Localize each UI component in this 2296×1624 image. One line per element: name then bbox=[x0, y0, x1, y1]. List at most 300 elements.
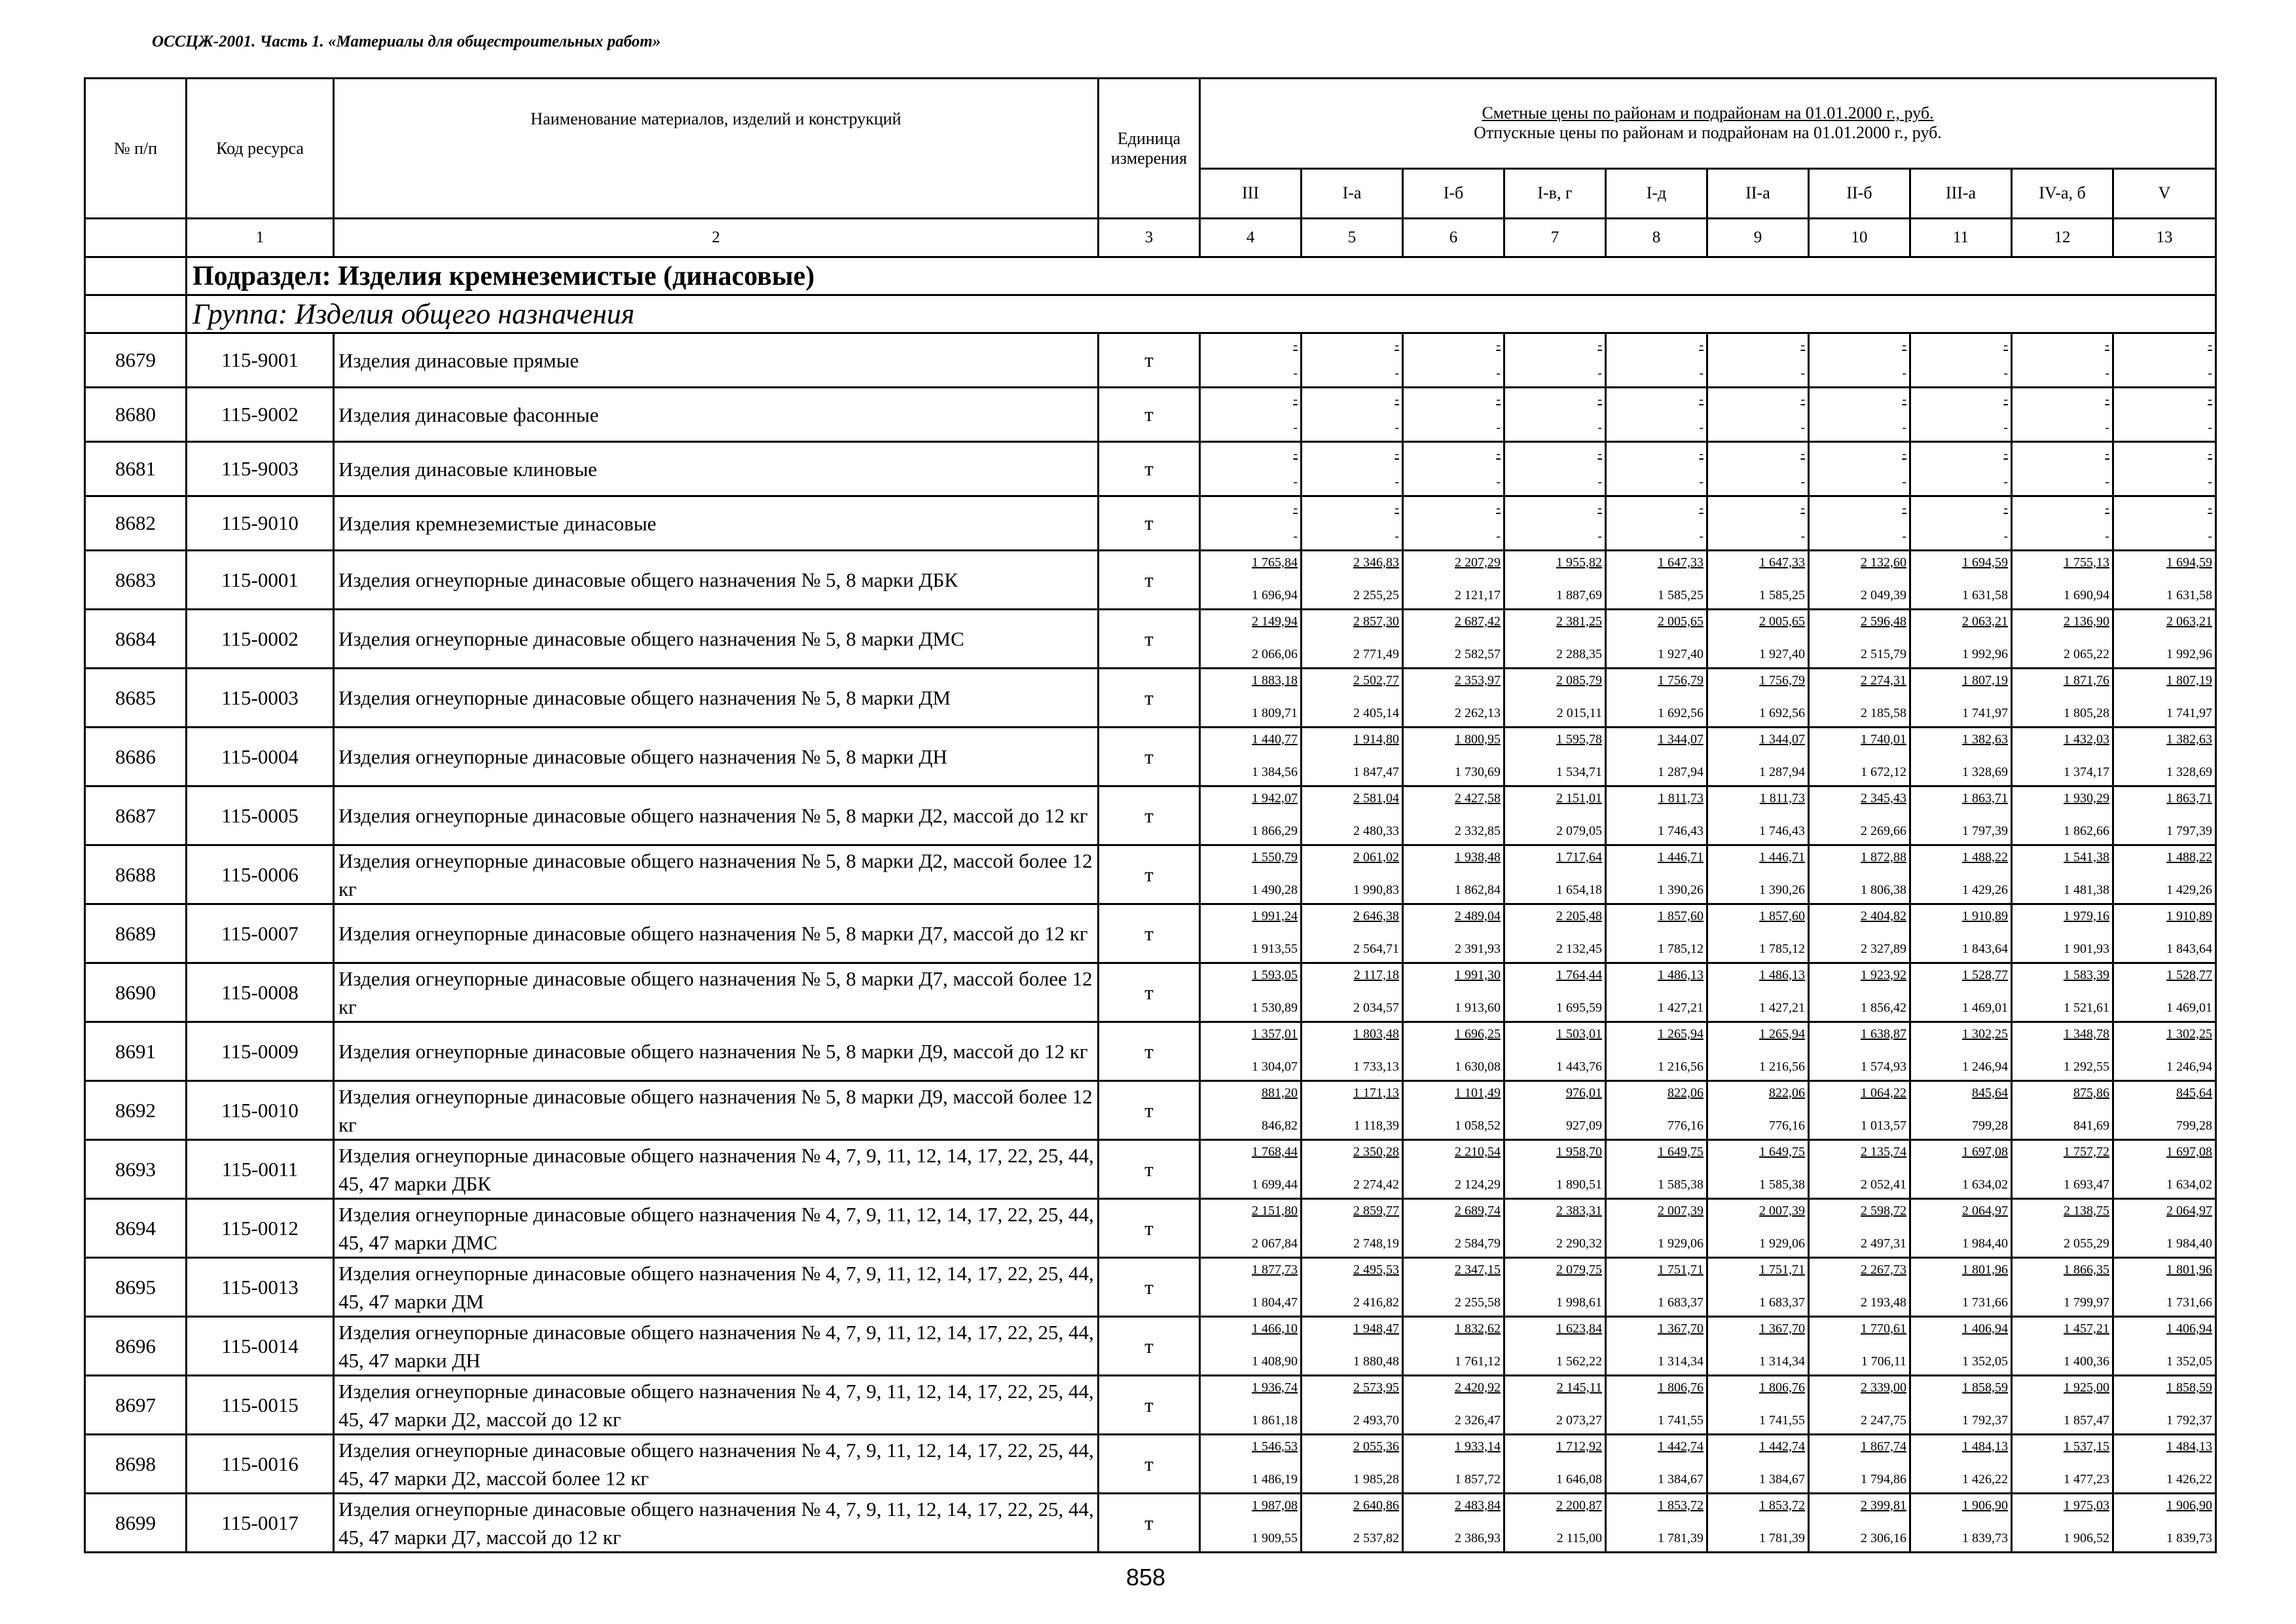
row-number: 8679 bbox=[85, 333, 187, 388]
price-cell bbox=[1200, 333, 1302, 388]
estimated-price: 1 446,71 bbox=[1658, 850, 1704, 864]
estimated-price: 2 064,97 bbox=[2166, 1204, 2213, 1218]
estimated-price: - bbox=[2105, 447, 2109, 461]
release-price: 2 066,06 bbox=[1252, 647, 1298, 661]
release-price: 2 290,32 bbox=[1556, 1236, 1602, 1251]
estimated-price: 2 132,60 bbox=[1861, 555, 1906, 570]
estimated-price: 1 910,89 bbox=[2166, 909, 2213, 923]
price-cell bbox=[1707, 1258, 1809, 1317]
column-number: 11 bbox=[1910, 219, 2012, 257]
price-cell bbox=[1504, 1199, 1606, 1258]
estimated-price: - bbox=[2208, 501, 2213, 515]
price-cell bbox=[1302, 1022, 1403, 1081]
price-cell bbox=[2012, 1317, 2113, 1376]
release-price: 1 741,97 bbox=[1962, 706, 2008, 720]
price-cell bbox=[2113, 333, 2216, 388]
release-price: 2 262,13 bbox=[1455, 706, 1501, 720]
release-price: 1 792,37 bbox=[2166, 1413, 2213, 1428]
release-price: 1 477,23 bbox=[2064, 1472, 2109, 1486]
release-price: 1 913,55 bbox=[1252, 942, 1298, 956]
price-cell bbox=[1403, 786, 1504, 845]
price-cell bbox=[2113, 786, 2216, 845]
price-cell bbox=[1403, 904, 1504, 963]
price-cell bbox=[1403, 669, 1504, 728]
column-number: 10 bbox=[1809, 219, 1910, 257]
price-cell bbox=[1809, 904, 1910, 963]
release-price: 2 132,45 bbox=[1556, 942, 1602, 956]
release-price: 2 748,19 bbox=[1353, 1236, 1399, 1251]
estimated-price: 1 948,47 bbox=[1353, 1321, 1399, 1336]
release-price: - bbox=[1496, 475, 1501, 489]
release-price: 1 486,19 bbox=[1252, 1472, 1298, 1486]
release-price: - bbox=[1394, 366, 1399, 380]
price-cell bbox=[1606, 496, 1707, 551]
price-cell bbox=[1200, 1494, 1302, 1553]
estimated-price: 1 367,70 bbox=[1658, 1321, 1704, 1336]
price-cell bbox=[1504, 442, 1606, 496]
estimated-price: 1 302,25 bbox=[2166, 1027, 2213, 1041]
release-price: 1 384,56 bbox=[1252, 765, 1298, 779]
price-cell bbox=[1707, 786, 1809, 845]
price-cell bbox=[1302, 1317, 1403, 1376]
release-price: 1 216,56 bbox=[1658, 1060, 1704, 1074]
release-price: 1 352,05 bbox=[1962, 1354, 2008, 1369]
table-row bbox=[85, 333, 2216, 388]
resource-code: 115-0002 bbox=[187, 610, 334, 669]
release-price: 1 390,26 bbox=[1658, 883, 1704, 897]
price-cell bbox=[2113, 1258, 2216, 1317]
estimated-price: - bbox=[2208, 447, 2213, 461]
estimated-price: 1 979,16 bbox=[2064, 909, 2109, 923]
price-cell bbox=[1504, 1081, 1606, 1140]
release-price: 1 901,93 bbox=[2064, 942, 2109, 956]
estimated-price: 1 768,44 bbox=[1252, 1145, 1298, 1159]
table-row bbox=[85, 963, 2216, 1022]
estimated-price: - bbox=[1293, 447, 1298, 461]
table-row bbox=[85, 496, 2216, 551]
region-header: II-а bbox=[1707, 168, 1809, 218]
price-cell bbox=[1302, 904, 1403, 963]
release-price: 1 696,94 bbox=[1252, 588, 1298, 602]
release-price: 1 781,39 bbox=[1759, 1531, 1805, 1545]
estimated-price: 1 938,48 bbox=[1455, 850, 1501, 864]
estimated-price: 2 055,36 bbox=[1353, 1439, 1399, 1454]
material-name: Изделия огнеупорные динасовые общего назначения № 4, 7, 9, 11, 12, 14, 17, 22, 25, 44, 45, 47 марки Д2, массой более 12 кг bbox=[334, 1435, 1099, 1494]
estimated-price: 1 344,07 bbox=[1759, 732, 1805, 747]
material-name: Изделия кремнеземистые динасовые bbox=[334, 496, 1099, 551]
price-cell bbox=[1707, 1435, 1809, 1494]
estimated-price: 2 347,15 bbox=[1455, 1263, 1501, 1277]
release-price: 2 193,48 bbox=[1861, 1295, 1906, 1310]
estimated-price: 2 581,04 bbox=[1353, 791, 1399, 805]
estimated-price: 1 717,64 bbox=[1556, 850, 1602, 864]
release-price: 1 730,69 bbox=[1455, 765, 1501, 779]
column-number: 4 bbox=[1200, 219, 1302, 257]
release-price: 2 386,93 bbox=[1455, 1531, 1501, 1545]
price-cell bbox=[1403, 496, 1504, 551]
release-price: 2 255,25 bbox=[1353, 588, 1399, 602]
price-cell bbox=[1606, 845, 1707, 904]
release-price: 1 880,48 bbox=[1353, 1354, 1399, 1369]
estimated-price: 1 406,94 bbox=[2166, 1321, 2213, 1336]
release-price: 1 118,39 bbox=[1353, 1118, 1399, 1133]
release-price: 1 699,44 bbox=[1252, 1177, 1298, 1192]
release-price: 1 427,21 bbox=[1759, 1001, 1805, 1015]
release-price: 1 906,52 bbox=[2064, 1531, 2109, 1545]
estimated-price: 1 647,33 bbox=[1658, 555, 1704, 570]
release-price: 1 862,84 bbox=[1455, 883, 1501, 897]
release-price: - bbox=[2105, 529, 2109, 544]
price-cell bbox=[2113, 610, 2216, 669]
release-price: 1 804,47 bbox=[1252, 1295, 1298, 1310]
price-cell bbox=[1707, 610, 1809, 669]
release-price: 1 741,55 bbox=[1658, 1413, 1704, 1428]
price-cell bbox=[1910, 963, 2012, 1022]
estimated-price: 2 205,48 bbox=[1556, 909, 1602, 923]
release-price: - bbox=[1902, 475, 1906, 489]
material-name: Изделия динасовые фасонные bbox=[334, 388, 1099, 442]
price-cell bbox=[1809, 1494, 1910, 1553]
table-row bbox=[85, 1140, 2216, 1199]
price-cell bbox=[2113, 1435, 2216, 1494]
price-cell bbox=[1302, 728, 1403, 786]
page-number: 858 bbox=[1125, 1564, 1166, 1591]
price-cell bbox=[1504, 669, 1606, 728]
release-price: 1 292,55 bbox=[2064, 1060, 2109, 1074]
release-price: 927,09 bbox=[1566, 1118, 1602, 1133]
material-name: Изделия огнеупорные динасовые общего назначения № 5, 8 марки Д7, массой до 12 кг bbox=[334, 904, 1099, 963]
estimated-price: 2 085,79 bbox=[1556, 673, 1602, 688]
resource-code: 115-0009 bbox=[187, 1022, 334, 1081]
table-row bbox=[85, 1494, 2216, 1553]
release-price: 1 992,96 bbox=[1962, 647, 2008, 661]
release-price: 2 052,41 bbox=[1861, 1177, 1906, 1192]
release-price: - bbox=[2003, 475, 2008, 489]
price-cell bbox=[1910, 1317, 2012, 1376]
price-cell bbox=[1200, 669, 1302, 728]
release-price: - bbox=[1902, 420, 1906, 435]
release-price: 1 683,37 bbox=[1759, 1295, 1805, 1310]
price-cell bbox=[1910, 1435, 2012, 1494]
estimated-price: 875,86 bbox=[2073, 1086, 2109, 1100]
resource-code: 115-9010 bbox=[187, 496, 334, 551]
release-price: 776,16 bbox=[1769, 1118, 1805, 1133]
price-cell bbox=[1707, 1022, 1809, 1081]
price-cell bbox=[1302, 1199, 1403, 1258]
release-price: 1 429,26 bbox=[1962, 883, 2008, 897]
release-price: 1 992,96 bbox=[2166, 647, 2213, 661]
release-price: 1 469,01 bbox=[1962, 1001, 2008, 1015]
release-price: 1 408,90 bbox=[1252, 1354, 1298, 1369]
material-name: Изделия огнеупорные динасовые общего назначения № 5, 8 марки ДМ bbox=[334, 669, 1099, 728]
release-price: 2 515,79 bbox=[1861, 647, 1906, 661]
price-cell bbox=[2012, 442, 2113, 496]
price-cell bbox=[1200, 1022, 1302, 1081]
price-cell bbox=[2113, 442, 2216, 496]
unit-of-measure: т bbox=[1099, 1317, 1200, 1376]
price-cell bbox=[1403, 845, 1504, 904]
release-price: 1 304,07 bbox=[1252, 1060, 1298, 1074]
price-cell bbox=[1504, 333, 1606, 388]
release-price: 1 692,56 bbox=[1759, 706, 1805, 720]
release-price: 1 314,34 bbox=[1759, 1354, 1805, 1369]
estimated-price: 1 488,22 bbox=[2166, 850, 2213, 864]
unit-of-measure: т bbox=[1099, 1494, 1200, 1553]
estimated-price: - bbox=[1597, 392, 1602, 407]
material-name: Изделия огнеупорные динасовые общего назначения № 4, 7, 9, 11, 12, 14, 17, 22, 25, 44, 45, 47 марки ДБК bbox=[334, 1140, 1099, 1199]
price-cell bbox=[1606, 1081, 1707, 1140]
estimated-price: 2 061,02 bbox=[1353, 850, 1399, 864]
price-cell bbox=[2012, 1494, 2113, 1553]
release-price: 2 067,84 bbox=[1252, 1236, 1298, 1251]
estimated-price: 1 906,90 bbox=[2166, 1498, 2213, 1513]
estimated-price: 2 353,97 bbox=[1455, 673, 1501, 688]
price-cell bbox=[1910, 551, 2012, 610]
price-cell bbox=[1910, 442, 2012, 496]
estimated-price: 2 495,53 bbox=[1353, 1263, 1399, 1277]
release-price: 1 984,40 bbox=[1962, 1236, 2008, 1251]
estimated-price: - bbox=[1293, 392, 1298, 407]
resource-code: 115-0015 bbox=[187, 1376, 334, 1435]
unit-of-measure: т bbox=[1099, 442, 1200, 496]
release-price: 1 287,94 bbox=[1759, 765, 1805, 779]
estimated-price: 845,64 bbox=[1972, 1086, 2008, 1100]
price-cell bbox=[1504, 496, 1606, 551]
estimated-price: 1 987,08 bbox=[1252, 1498, 1298, 1513]
resource-code: 115-0017 bbox=[187, 1494, 334, 1553]
price-cell bbox=[1200, 1435, 1302, 1494]
estimated-price: - bbox=[1902, 392, 1906, 407]
release-price: 1 426,22 bbox=[2166, 1472, 2213, 1486]
price-cell bbox=[2012, 1435, 2113, 1494]
price-cell bbox=[2012, 728, 2113, 786]
price-cell bbox=[1403, 442, 1504, 496]
estimated-price: 2 573,95 bbox=[1353, 1380, 1399, 1395]
price-cell bbox=[1403, 1199, 1504, 1258]
release-price: 1 695,59 bbox=[1556, 1001, 1602, 1015]
price-cell bbox=[1910, 1199, 2012, 1258]
resource-code: 115-9001 bbox=[187, 333, 334, 388]
estimated-price: 1 484,13 bbox=[1962, 1439, 2008, 1454]
price-cell bbox=[1910, 845, 2012, 904]
release-price: 1 634,02 bbox=[2166, 1177, 2213, 1192]
release-price: - bbox=[1496, 529, 1501, 544]
release-price: 1 490,28 bbox=[1252, 883, 1298, 897]
estimated-price: 2 274,31 bbox=[1861, 673, 1906, 688]
estimated-price: 1 863,71 bbox=[2166, 791, 2213, 805]
price-cell bbox=[1200, 1140, 1302, 1199]
release-price: 2 055,29 bbox=[2064, 1236, 2109, 1251]
estimated-price: 1 923,92 bbox=[1861, 968, 1906, 982]
release-price: 1 692,56 bbox=[1658, 706, 1704, 720]
price-cell bbox=[2113, 845, 2216, 904]
price-cell bbox=[1200, 610, 1302, 669]
price-cell bbox=[1910, 1494, 2012, 1553]
estimated-price: 2 427,58 bbox=[1455, 791, 1501, 805]
release-price: - bbox=[1293, 529, 1298, 544]
price-cell bbox=[1504, 1435, 1606, 1494]
estimated-price: 1 866,35 bbox=[2064, 1263, 2109, 1277]
price-cell bbox=[1606, 1140, 1707, 1199]
material-name: Изделия огнеупорные динасовые общего назначения № 4, 7, 9, 11, 12, 14, 17, 22, 25, 44, 45, 47 марки ДН bbox=[334, 1317, 1099, 1376]
price-cell bbox=[1302, 1435, 1403, 1494]
estimated-price: 1 765,84 bbox=[1252, 555, 1298, 570]
release-price: 1 797,39 bbox=[1962, 824, 2008, 838]
estimated-price: 2 689,74 bbox=[1455, 1204, 1501, 1218]
material-name: Изделия динасовые клиновые bbox=[334, 442, 1099, 496]
estimated-price: 1 910,89 bbox=[1962, 909, 2008, 923]
release-price: 1 839,73 bbox=[2166, 1531, 2213, 1545]
price-cell bbox=[1910, 1258, 2012, 1317]
price-cell bbox=[2012, 669, 2113, 728]
subsection-spacer bbox=[85, 257, 187, 295]
release-price: 1 631,58 bbox=[2166, 588, 2213, 602]
price-cell bbox=[1707, 551, 1809, 610]
unit-of-measure: т bbox=[1099, 904, 1200, 963]
estimated-price: - bbox=[2003, 392, 2008, 407]
prices-title-release: Отпускные цены по районам и подрайонам на 01.01.2000 г., руб. bbox=[1474, 123, 1942, 143]
row-number: 8691 bbox=[85, 1022, 187, 1081]
release-price: - bbox=[1597, 420, 1602, 435]
price-cell bbox=[1809, 786, 1910, 845]
release-price: 2 405,14 bbox=[1353, 706, 1399, 720]
estimated-price: 2 079,75 bbox=[1556, 1263, 1602, 1277]
price-cell bbox=[2012, 963, 2113, 1022]
material-name: Изделия огнеупорные динасовые общего назначения № 4, 7, 9, 11, 12, 14, 17, 22, 25, 44, 45, 47 марки ДМС bbox=[334, 1199, 1099, 1258]
price-cell bbox=[1707, 333, 1809, 388]
column-number: 3 bbox=[1099, 219, 1200, 257]
price-cell bbox=[2113, 669, 2216, 728]
row-number: 8697 bbox=[85, 1376, 187, 1435]
estimated-price: 1 265,94 bbox=[1759, 1027, 1805, 1041]
release-price: 1 216,56 bbox=[1759, 1060, 1805, 1074]
price-cell bbox=[1403, 333, 1504, 388]
price-cell bbox=[1200, 904, 1302, 963]
price-cell bbox=[1200, 1199, 1302, 1258]
release-price: 2 326,47 bbox=[1455, 1413, 1501, 1428]
estimated-price: 1 446,71 bbox=[1759, 850, 1805, 864]
price-cell bbox=[1403, 1140, 1504, 1199]
release-price: 2 771,49 bbox=[1353, 647, 1399, 661]
estimated-price: 1 751,71 bbox=[1759, 1263, 1805, 1277]
table-row bbox=[85, 1376, 2216, 1435]
header-np: № п/п bbox=[85, 79, 187, 219]
estimated-price: - bbox=[1699, 338, 1704, 352]
release-price: 2 582,57 bbox=[1455, 647, 1501, 661]
price-cell bbox=[1200, 1376, 1302, 1435]
release-price: 2 537,82 bbox=[1353, 1531, 1399, 1545]
release-price: - bbox=[1394, 420, 1399, 435]
price-cell bbox=[2113, 963, 2216, 1022]
row-number: 8695 bbox=[85, 1258, 187, 1317]
release-price: 1 746,43 bbox=[1658, 824, 1704, 838]
price-cell bbox=[1302, 845, 1403, 904]
price-cell bbox=[2012, 551, 2113, 610]
region-header: I-в, г bbox=[1504, 168, 1606, 218]
price-cell bbox=[1403, 1081, 1504, 1140]
row-number: 8696 bbox=[85, 1317, 187, 1376]
table-row bbox=[85, 1081, 2216, 1140]
price-cell bbox=[1302, 786, 1403, 845]
table-row bbox=[85, 904, 2216, 963]
column-number: 8 bbox=[1606, 219, 1707, 257]
estimated-price: 1 853,72 bbox=[1759, 1498, 1805, 1513]
estimated-price: 1 442,74 bbox=[1759, 1439, 1805, 1454]
release-price: 1 630,08 bbox=[1455, 1060, 1501, 1074]
estimated-price: 1 858,59 bbox=[2166, 1380, 2213, 1395]
price-cell bbox=[1504, 963, 1606, 1022]
release-price: 1 390,26 bbox=[1759, 883, 1805, 897]
release-price: 2 327,89 bbox=[1861, 942, 1906, 956]
release-price: 1 683,37 bbox=[1658, 1295, 1704, 1310]
release-price: 1 426,22 bbox=[1962, 1472, 2008, 1486]
price-cell bbox=[1809, 1376, 1910, 1435]
price-cell bbox=[1606, 610, 1707, 669]
price-cell bbox=[1504, 1258, 1606, 1317]
price-cell bbox=[1910, 904, 2012, 963]
estimated-price: 1 348,78 bbox=[2064, 1027, 2109, 1041]
material-name: Изделия огнеупорные динасовые общего назначения № 5, 8 марки Д7, массой более 12 кг bbox=[334, 963, 1099, 1022]
price-cell bbox=[1809, 388, 1910, 442]
release-price: 2 015,11 bbox=[1556, 706, 1602, 720]
estimated-price: 2 346,83 bbox=[1353, 555, 1399, 570]
release-price: 1 799,97 bbox=[2064, 1295, 2109, 1310]
estimated-price: 1 755,13 bbox=[2064, 555, 2109, 570]
row-number: 8689 bbox=[85, 904, 187, 963]
estimated-price: 1 694,59 bbox=[1962, 555, 2008, 570]
unit-of-measure: т bbox=[1099, 551, 1200, 610]
price-cell bbox=[2012, 1022, 2113, 1081]
table-row bbox=[85, 1435, 2216, 1494]
estimated-price: 1 857,60 bbox=[1759, 909, 1805, 923]
price-cell bbox=[1302, 1258, 1403, 1317]
estimated-price: 1 697,08 bbox=[2166, 1145, 2213, 1159]
price-cell bbox=[2113, 1199, 2216, 1258]
estimated-price: - bbox=[1394, 338, 1399, 352]
release-price: 1 731,66 bbox=[2166, 1295, 2213, 1310]
estimated-price: 1 593,05 bbox=[1252, 968, 1298, 982]
release-price: 1 530,89 bbox=[1252, 1001, 1298, 1015]
release-price: 1 521,61 bbox=[2064, 1001, 2109, 1015]
material-name: Изделия огнеупорные динасовые общего назначения № 4, 7, 9, 11, 12, 14, 17, 22, 25, 44, 45, 47 марки ДМ bbox=[334, 1258, 1099, 1317]
price-cell bbox=[2113, 728, 2216, 786]
price-cell bbox=[1200, 963, 1302, 1022]
estimated-price: - bbox=[1902, 447, 1906, 461]
price-cell bbox=[1504, 1376, 1606, 1435]
estimated-price: - bbox=[1902, 338, 1906, 352]
resource-code: 115-0001 bbox=[187, 551, 334, 610]
estimated-price: 1 638,87 bbox=[1861, 1027, 1906, 1041]
release-price: 1 400,36 bbox=[2064, 1354, 2109, 1369]
price-cell bbox=[1707, 1494, 1809, 1553]
price-cell bbox=[1606, 963, 1707, 1022]
estimated-price: 2 640,86 bbox=[1353, 1498, 1399, 1513]
release-price: 1 909,55 bbox=[1252, 1531, 1298, 1545]
price-cell bbox=[1200, 551, 1302, 610]
price-cell bbox=[1606, 1494, 1707, 1553]
estimated-price: 1 806,76 bbox=[1658, 1380, 1704, 1395]
price-cell bbox=[1809, 610, 1910, 669]
price-cell bbox=[2012, 1199, 2113, 1258]
price-cell bbox=[1809, 1140, 1910, 1199]
release-price: 2 497,31 bbox=[1861, 1236, 1906, 1251]
column-number: 13 bbox=[2113, 219, 2216, 257]
release-price: 2 416,82 bbox=[1353, 1295, 1399, 1310]
estimated-price: - bbox=[1597, 338, 1602, 352]
release-price: - bbox=[2208, 529, 2213, 544]
estimated-price: - bbox=[1496, 338, 1501, 352]
price-cell bbox=[1403, 1317, 1504, 1376]
